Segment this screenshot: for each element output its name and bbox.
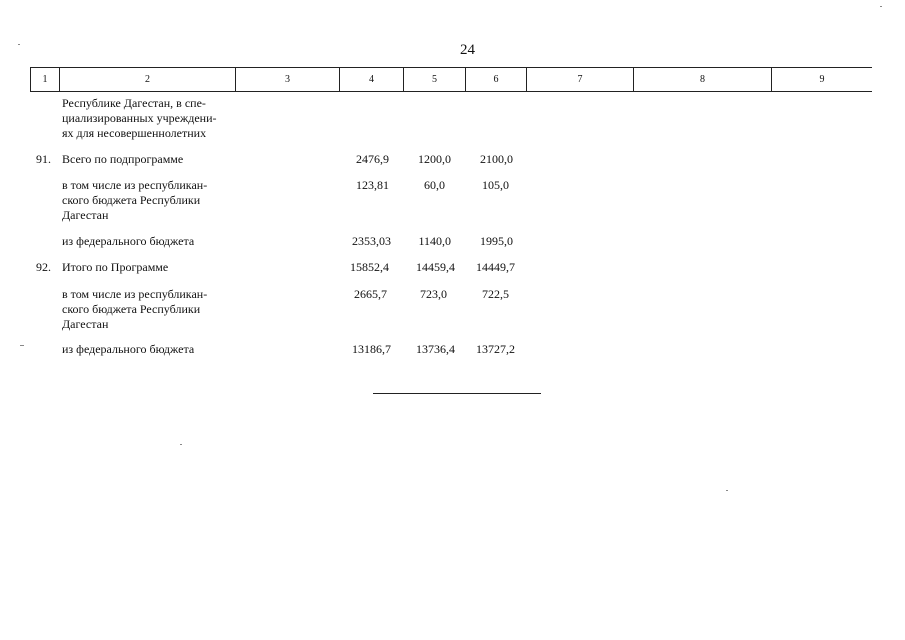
header-col-3: 3 bbox=[236, 68, 340, 91]
value-col-5: 13736,4 bbox=[416, 342, 455, 356]
text-line: циализированных учреждени- bbox=[62, 111, 217, 125]
scan-speck bbox=[726, 490, 728, 491]
value-col-4: 123,81 bbox=[356, 178, 389, 192]
value-col-5: 60,0 bbox=[424, 178, 445, 192]
value-col-4: 13186,7 bbox=[352, 342, 391, 356]
row-number: 92. bbox=[36, 260, 51, 274]
row-label bbox=[62, 342, 237, 357]
value-col-6: 722,5 bbox=[482, 287, 509, 301]
text-line: Дагестан bbox=[62, 317, 109, 331]
header-col-5: 5 bbox=[404, 68, 466, 91]
value-col-5: 1140,0 bbox=[418, 234, 451, 248]
scan-speck bbox=[20, 345, 24, 346]
text-line: из федерального бюджета bbox=[62, 234, 195, 248]
row-label bbox=[62, 152, 237, 167]
scan-speck bbox=[180, 444, 182, 445]
header-col-4: 4 bbox=[340, 68, 404, 91]
row-label bbox=[62, 260, 237, 275]
header-col-6: 6 bbox=[466, 68, 527, 91]
text-line: ях для несовершеннолетних bbox=[62, 126, 207, 140]
text-line: Дагестан bbox=[62, 208, 109, 222]
header-col-7: 7 bbox=[527, 68, 634, 91]
text-line: Республике Дагестан, в спе- bbox=[62, 96, 206, 110]
value-col-6: 13727,2 bbox=[476, 342, 515, 356]
end-of-table-rule bbox=[373, 393, 541, 394]
header-col-8: 8 bbox=[634, 68, 772, 91]
header-col-9: 9 bbox=[819, 74, 825, 85]
row-label bbox=[62, 234, 237, 249]
row-number: 91. bbox=[36, 152, 51, 166]
text-line: ского бюджета Республики bbox=[62, 193, 201, 207]
header-col-1: 1 bbox=[31, 68, 60, 91]
value-col-4: 15852,4 bbox=[350, 260, 389, 274]
value-col-5: 14459,4 bbox=[416, 260, 455, 274]
text-line: из федерального бюджета bbox=[62, 342, 195, 356]
value-col-6: 1995,0 bbox=[480, 234, 513, 248]
value-col-4: 2665,7 bbox=[354, 287, 387, 301]
value-col-4: 2353,03 bbox=[352, 234, 391, 248]
header-col-2: 2 bbox=[60, 68, 236, 91]
text-line: ского бюджета Республики bbox=[62, 302, 201, 316]
text-line: в том числе из республикан- bbox=[62, 287, 208, 301]
value-col-5: 723,0 bbox=[420, 287, 447, 301]
scan-speck bbox=[880, 6, 882, 7]
text-line: Итого по Программе bbox=[62, 260, 169, 274]
text-line: в том числе из республикан- bbox=[62, 178, 208, 192]
value-col-6: 105,0 bbox=[482, 178, 509, 192]
page-number: 24 bbox=[460, 42, 475, 58]
scan-speck bbox=[18, 44, 20, 45]
continuation-text bbox=[62, 96, 237, 141]
text-line: Всего по подпрограмме bbox=[62, 152, 184, 166]
row-label bbox=[62, 178, 237, 223]
value-col-6: 14449,7 bbox=[476, 260, 515, 274]
value-col-6: 2100,0 bbox=[480, 152, 513, 166]
row-label bbox=[62, 287, 237, 332]
table-header bbox=[30, 67, 872, 92]
value-col-5: 1200,0 bbox=[418, 152, 451, 166]
value-col-4: 2476,9 bbox=[356, 152, 389, 166]
